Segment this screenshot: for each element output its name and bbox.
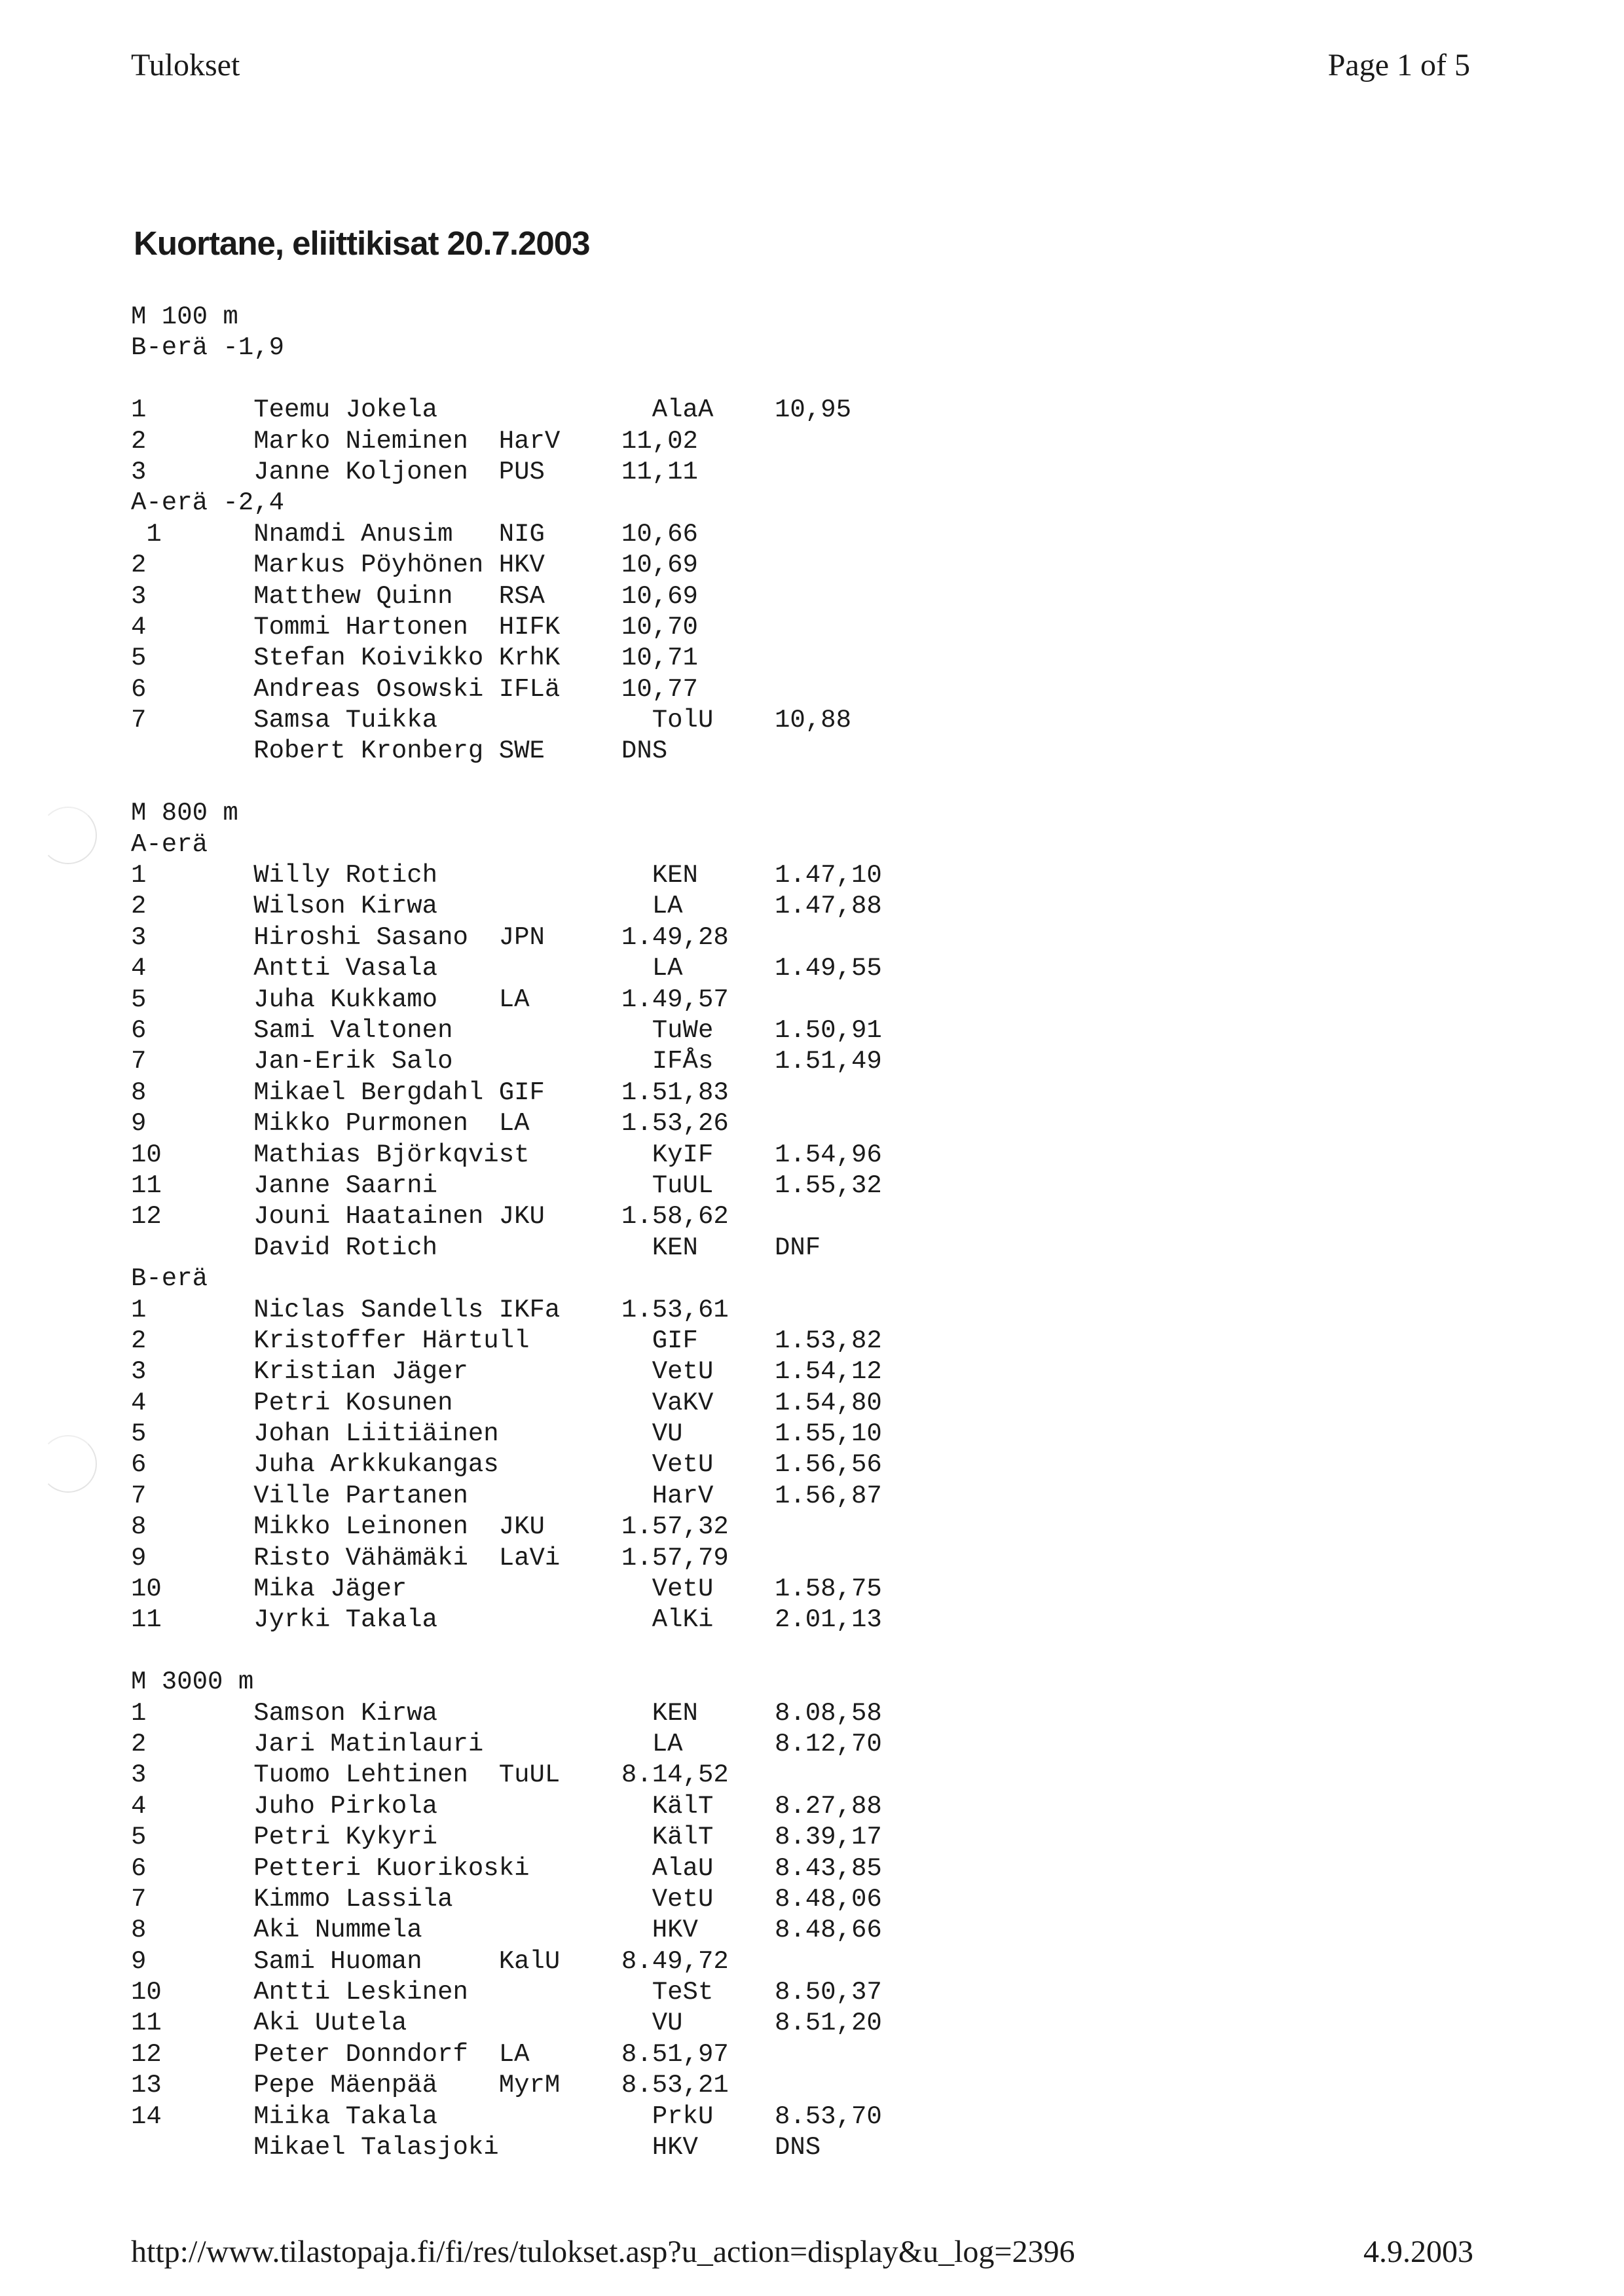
result-line: 2 Kristoffer Härtull GIF 1.53,82 <box>131 1326 882 1355</box>
result-line: 10 Mika Jäger VetU 1.58,75 <box>131 1575 882 1604</box>
result-line: 10 Mathias Björkqvist KyIF 1.54,96 <box>131 1140 882 1169</box>
result-line: 2 Marko Nieminen HarV 11,02 <box>131 426 698 456</box>
result-line: David Rotich KEN DNF <box>131 1233 821 1262</box>
result-line: 6 Petteri Kuorikoski AlaU 8.43,85 <box>131 1853 882 1883</box>
result-line: Mikael Talasjoki HKV DNS <box>131 2133 821 2162</box>
result-line: 3 Hiroshi Sasano JPN 1.49,28 <box>131 922 729 952</box>
result-line: 9 Mikko Purmonen LA 1.53,26 <box>131 1109 729 1139</box>
result-line: A-erä -2,4 <box>131 488 285 518</box>
result-line: 3 Matthew Quinn RSA 10,69 <box>131 581 698 611</box>
result-line: 12 Jouni Haatainen JKU 1.58,62 <box>131 1202 729 1231</box>
result-line: M 800 m <box>131 799 238 828</box>
result-line: 4 Tommi Hartonen HIFK 10,70 <box>131 612 698 642</box>
result-line: A-erä <box>131 829 208 859</box>
result-line: 7 Kimmo Lassila VetU 8.48,06 <box>131 1884 882 1914</box>
result-line: Robert Kronberg SWE DNS <box>131 737 668 766</box>
result-line <box>131 767 882 798</box>
result-line: 3 Tuomo Lehtinen TuUL 8.14,52 <box>131 1760 729 1790</box>
result-line: 8 Mikko Leinonen JKU 1.57,32 <box>131 1512 729 1542</box>
result-line: 8 Mikael Bergdahl GIF 1.51,83 <box>131 1078 729 1107</box>
result-line: 9 Risto Vähämäki LaVi 1.57,79 <box>131 1543 729 1573</box>
result-line: 7 Samsa Tuikka TolU 10,88 <box>131 706 851 735</box>
result-line: 5 Petri Kykyri KälT 8.39,17 <box>131 1823 882 1852</box>
result-line: 4 Juho Pirkola KälT 8.27,88 <box>131 1791 882 1821</box>
result-line: 14 Miika Takala PrkU 8.53,70 <box>131 2102 882 2131</box>
document-title: Kuortane, eliittikisat 20.7.2003 <box>134 225 590 262</box>
punch-hole-mark <box>39 807 97 864</box>
result-line: 11 Jyrki Takala AlKi 2.01,13 <box>131 1605 882 1635</box>
result-line: 4 Antti Vasala LA 1.49,55 <box>131 954 882 983</box>
result-line: 8 Aki Nummela HKV 8.48,66 <box>131 1916 882 1945</box>
print-header-title: Tulokset <box>131 48 240 82</box>
result-line: 6 Sami Valtonen TuWe 1.50,91 <box>131 1015 882 1045</box>
result-line: B-erä -1,9 <box>131 333 285 363</box>
result-line: 12 Peter Donndorf LA 8.51,97 <box>131 2039 729 2069</box>
result-line <box>131 364 882 395</box>
result-line: 2 Wilson Kirwa LA 1.47,88 <box>131 892 882 921</box>
result-line: 7 Ville Partanen HarV 1.56,87 <box>131 1481 882 1510</box>
result-line: 10 Antti Leskinen TeSt 8.50,37 <box>131 1978 882 2007</box>
result-line: 4 Petri Kosunen VaKV 1.54,80 <box>131 1388 882 1417</box>
result-line: 6 Andreas Osowski IFLä 10,77 <box>131 674 698 704</box>
result-line: 1 Samson Kirwa KEN 8.08,58 <box>131 1698 882 1728</box>
result-line: 1 Nnamdi Anusim NIG 10,66 <box>131 519 698 549</box>
result-line: 5 Juha Kukkamo LA 1.49,57 <box>131 985 729 1014</box>
result-line: 13 Pepe Mäenpää MyrM 8.53,21 <box>131 2071 729 2100</box>
result-line: 5 Stefan Koivikko KrhK 10,71 <box>131 644 698 673</box>
print-footer-url: http://www.tilastopaja.fi/fi/res/tulokset.asp?u_action=display&u_log=2396 <box>131 2234 1075 2269</box>
result-line: 6 Juha Arkkukangas VetU 1.56,56 <box>131 1450 882 1480</box>
result-line: 1 Teemu Jokela AlaA 10,95 <box>131 395 851 425</box>
result-line: 3 Kristian Jäger VetU 1.54,12 <box>131 1357 882 1387</box>
result-line: 2 Markus Pöyhönen HKV 10,69 <box>131 551 698 580</box>
punch-hole-mark <box>39 1435 97 1493</box>
result-line: 1 Niclas Sandells IKFa 1.53,61 <box>131 1295 729 1324</box>
result-line: 11 Janne Saarni TuUL 1.55,32 <box>131 1171 882 1200</box>
result-line: B-erä <box>131 1264 208 1294</box>
results-listing <box>131 302 882 2163</box>
result-line: M 100 m <box>131 302 238 331</box>
result-line: 9 Sami Huoman KalU 8.49,72 <box>131 1946 729 1976</box>
result-line <box>131 1636 882 1667</box>
print-header-page-number: Page 1 of 5 <box>1327 48 1470 82</box>
result-line: 7 Jan-Erik Salo IFÅs 1.51,49 <box>131 1047 882 1076</box>
result-line: 1 Willy Rotich KEN 1.47,10 <box>131 861 882 890</box>
result-line: M 3000 m <box>131 1667 254 1697</box>
result-line: 2 Jari Matinlauri LA 8.12,70 <box>131 1729 882 1758</box>
result-line: 3 Janne Koljonen PUS 11,11 <box>131 457 698 486</box>
result-line: 11 Aki Uutela VU 8.51,20 <box>131 2009 882 2038</box>
print-footer-date: 4.9.2003 <box>1363 2234 1473 2269</box>
result-line: 5 Johan Liitiäinen VU 1.55,10 <box>131 1419 882 1449</box>
